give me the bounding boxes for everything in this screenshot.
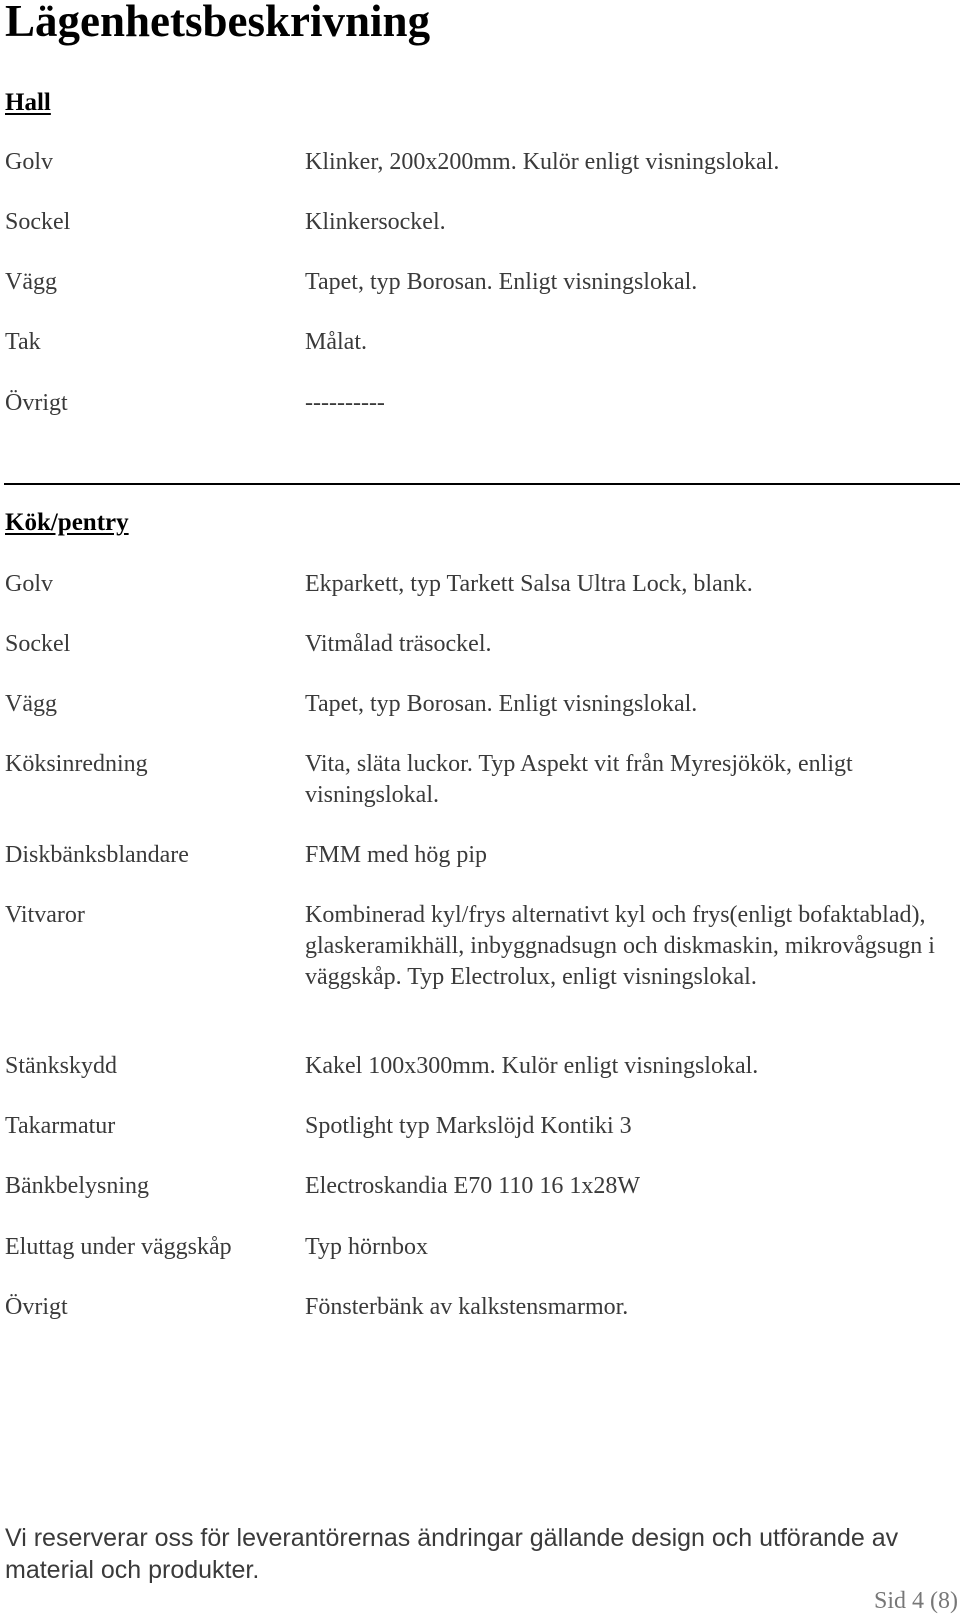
- row-label: Diskbänksblandare: [5, 842, 189, 868]
- row-value: Fönsterbänk av kalkstensmarmor.: [305, 1294, 629, 1320]
- row-value: Tapet, typ Borosan. Enligt visningslokal.: [305, 691, 698, 717]
- row-value: Klinkersockel.: [305, 209, 446, 235]
- footer-disclaimer: Vi reserverar oss för leverantörernas ändringar gällande design och utförande av material och produkter.: [5, 1524, 899, 1584]
- row-value: Spotlight typ Markslöjd Kontiki 3: [305, 1113, 632, 1139]
- row-value: Electroskandia E70 110 16 1x28W: [305, 1173, 641, 1199]
- row-label: Golv: [5, 149, 53, 175]
- row-label: Övrigt: [5, 1294, 68, 1320]
- row-label: Vägg: [5, 691, 57, 717]
- row-label: Sockel: [5, 209, 71, 235]
- row-value: Kakel 100x300mm. Kulör enligt visningslokal.: [305, 1053, 759, 1079]
- section-heading-hall: Hall: [5, 89, 51, 116]
- row-value: ----------: [305, 390, 385, 416]
- page-number: Sid 4 (8): [874, 1588, 958, 1614]
- row-value: Kombinerad kyl/frys alternativt kyl och frys(enligt bofaktablad), glaskeramikhäll, inbyggnadsugn och diskmaskin, mikrovågsugn i väggskåp. Typ Electrolux, enligt visningslokal.: [305, 902, 935, 990]
- row-value: Tapet, typ Borosan. Enligt visningslokal.: [305, 269, 698, 295]
- row-label: Bänkbelysning: [5, 1173, 149, 1199]
- row-value: Klinker, 200x200mm. Kulör enligt visningslokal.: [305, 149, 780, 175]
- row-value: Vitmålad träsockel.: [305, 631, 492, 657]
- row-value: Ekparkett, typ Tarkett Salsa Ultra Lock, blank.: [305, 571, 753, 597]
- row-label: Köksinredning: [5, 751, 148, 777]
- row-label: Eluttag under väggskåp: [5, 1234, 232, 1260]
- section-divider: [4, 483, 960, 485]
- row-label: Sockel: [5, 631, 71, 657]
- row-label: Övrigt: [5, 390, 68, 416]
- row-label: Vitvaror: [5, 902, 85, 928]
- row-label: Stänkskydd: [5, 1053, 118, 1079]
- row-value: FMM med hög pip: [305, 842, 488, 868]
- section-heading-kok: Kök/pentry: [5, 509, 129, 536]
- row-label: Tak: [5, 329, 41, 355]
- row-label: Takarmatur: [5, 1113, 116, 1139]
- row-label: Vägg: [5, 269, 57, 295]
- page-title: Lägenhetsbeskrivning: [5, 0, 431, 46]
- row-value: Vita, släta luckor. Typ Aspekt vit från Myresjökök, enligt visningslokal.: [305, 751, 853, 808]
- row-value: Typ hörnbox: [305, 1234, 428, 1260]
- row-label: Golv: [5, 571, 53, 597]
- row-value: Målat.: [305, 329, 367, 355]
